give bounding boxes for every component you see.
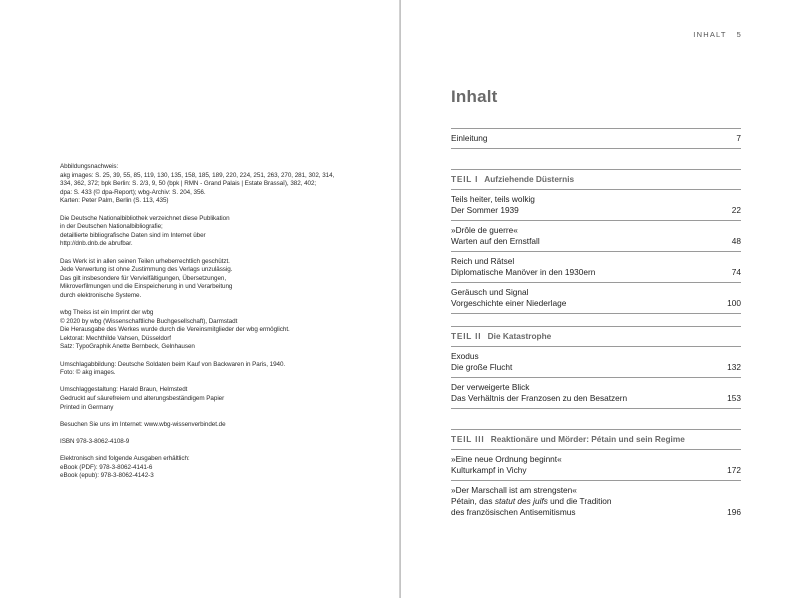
image-credits-block bbox=[60, 163, 360, 206]
chapter-title: Reich und Rätsel bbox=[451, 256, 515, 266]
imprint-line: Gedruckt auf säurefreiem und alterungsbeständigem Papier bbox=[60, 395, 225, 403]
imprint-line: ISBN 978-3-8062-4108-9 bbox=[60, 438, 130, 445]
chapter-subtitle: Der Sommer 1939 bbox=[451, 205, 519, 215]
imprint-line: Die Herausgabe des Werkes wurde durch die Vereinsmitglieder der wbg ermöglicht. bbox=[60, 326, 290, 334]
imprint-line: dpa: S. 433 (© dpa-Report); wbg-Archiv: S. 204, 356. bbox=[60, 188, 206, 196]
imprint-line: wbg Theiss ist ein Imprint der wbg bbox=[60, 309, 154, 317]
imprint-line: Elektronisch sind folgende Ausgaben erhältlich: bbox=[60, 455, 190, 463]
entry-page-number: 100 bbox=[727, 298, 741, 308]
imprint-line: Abbildungsnachweis: bbox=[60, 163, 119, 170]
imprint bbox=[60, 163, 360, 490]
part-number: TEIL II bbox=[451, 331, 482, 341]
imprint-line: eBook (PDF): 978-3-8062-4141-6 bbox=[60, 463, 153, 471]
part-heading bbox=[451, 430, 741, 449]
part-title: Reaktionäre und Mörder: Pétain und sein Regime bbox=[490, 434, 685, 444]
entry-title: Einleitung bbox=[451, 133, 488, 143]
toc-entry-chapter[interactable] bbox=[451, 378, 741, 408]
entry-page-number: 196 bbox=[727, 507, 741, 517]
chapter-title: Der verweigerte Blick bbox=[451, 382, 530, 392]
part-title: Die Katastrophe bbox=[487, 331, 552, 341]
imprint-line: © 2020 by wbg (Wissenschaftliche Buchgesellschaft), Darmstadt bbox=[60, 317, 238, 325]
table-of-contents bbox=[451, 128, 741, 522]
chapter-title: Exodus bbox=[451, 351, 479, 361]
chapter-subtitle bbox=[451, 496, 741, 507]
imprint-line: Mikroverfilmungen und die Einspeicherung in und Verarbeitung bbox=[60, 283, 233, 291]
entry-page-number: 22 bbox=[731, 205, 741, 215]
chapter-subtitle: Kulturkampf in Vichy bbox=[451, 465, 527, 475]
imprint-line: Besuchen Sie uns im Internet: www.wbg-wissenverbindet.de bbox=[60, 420, 226, 428]
toc-entry-chapter[interactable] bbox=[451, 190, 741, 220]
part-number: TEIL I bbox=[451, 174, 479, 184]
toc-entry-chapter[interactable] bbox=[451, 283, 741, 313]
imprint-line: akg images: S. 25, 39, 55, 85, 119, 130, 135, 158, 185, 189, 220, 224, 251, 263, 270, 281, 302, 314, bbox=[60, 171, 335, 179]
part-heading bbox=[451, 170, 741, 189]
chapter-subtitle: Die große Flucht bbox=[451, 362, 513, 372]
toc-entry-chapter[interactable] bbox=[451, 481, 741, 522]
chapter-title: »Drôle de guerre« bbox=[451, 225, 518, 235]
chapter-subtitle: Vorgeschichte einer Niederlage bbox=[451, 298, 567, 308]
chapter-subtitle: Diplomatische Manöver in den 1930ern bbox=[451, 267, 596, 277]
dnb-notice-block bbox=[60, 215, 360, 249]
chapter-title: Teils heiter, teils wolkig bbox=[451, 194, 535, 204]
chapter-title: »Eine neue Ordnung beginnt« bbox=[451, 454, 562, 464]
part-title: Aufziehende Düsternis bbox=[484, 174, 575, 184]
imprint-line: Foto: © akg images. bbox=[60, 369, 116, 377]
entry-page-number: 48 bbox=[731, 236, 741, 246]
subtitle-part: und die Tradition bbox=[547, 496, 612, 506]
toc-entry-chapter[interactable] bbox=[451, 450, 741, 480]
imprint-line: Umschlaggestaltung: Harald Braun, Helmstedt bbox=[60, 386, 188, 394]
entry-page-number: 74 bbox=[731, 267, 741, 277]
imprint-line: durch elektronische Systeme. bbox=[60, 291, 142, 299]
entry-page-number: 7 bbox=[736, 133, 741, 143]
toc-title: Inhalt bbox=[451, 87, 498, 106]
isbn-block bbox=[60, 438, 360, 447]
imprint-line: Die Deutsche Nationalbibliothek verzeichnet diese Publikation bbox=[60, 214, 230, 222]
chapter-title: Geräusch und Signal bbox=[451, 287, 529, 297]
imprint-line: in der Deutschen Nationalbibliografie; bbox=[60, 223, 163, 231]
running-head-page-number: 5 bbox=[736, 30, 742, 39]
imprint-line: 334, 362, 372; bpk Berlin: S. 2/3, 9, 50 (bpk | RMN - Grand Palais | Estate Brassaï), 382, 402; bbox=[60, 180, 317, 188]
imprint-line: Karten: Peter Palm, Berlin (S. 113, 435) bbox=[60, 197, 169, 205]
imprint-line: Das gilt insbesondere für Vervielfältigungen, Übersetzungen, bbox=[60, 274, 227, 282]
chapter-title: »Der Marschall ist am strengsten« bbox=[451, 485, 577, 495]
chapter-subtitle-continued: des französischen Antisemitismus bbox=[451, 507, 576, 517]
right-page bbox=[401, 0, 800, 598]
part-heading bbox=[451, 327, 741, 346]
toc-entry-chapter[interactable] bbox=[451, 252, 741, 282]
imprint-line: http://dnb.dnb.de abrufbar. bbox=[60, 240, 133, 248]
imprint-line: Das Werk ist in allen seinen Teilen urheberrechtlich geschützt. bbox=[60, 257, 230, 265]
subtitle-part: Pétain, das bbox=[451, 496, 495, 506]
subtitle-italic-term: statut des juifs bbox=[494, 496, 548, 506]
imprint-line: Lektorat: Mechthilde Vahsen, Düsseldorf bbox=[60, 334, 171, 342]
copyright-notice-block bbox=[60, 258, 360, 301]
entry-page-number: 172 bbox=[727, 465, 741, 475]
part-number: TEIL III bbox=[451, 434, 485, 444]
entry-page-number: 132 bbox=[727, 362, 741, 372]
toc-entry-chapter[interactable] bbox=[451, 221, 741, 251]
imprint-line: Printed in Germany bbox=[60, 403, 114, 411]
chapter-subtitle: Das Verhältnis der Franzosen zu den Besatzern bbox=[451, 393, 628, 403]
imprint-line: Satz: TypoGraphik Anette Bernbeck, Gelnhausen bbox=[60, 343, 195, 351]
toc-entry-introduction[interactable] bbox=[451, 129, 741, 148]
imprint-line: Umschlagabbildung: Deutsche Soldaten beim Kauf von Backwaren in Paris, 1940. bbox=[60, 360, 286, 368]
entry-page-number: 153 bbox=[727, 393, 741, 403]
running-head-title: INHALT bbox=[693, 30, 727, 39]
ebook-editions-block bbox=[60, 455, 360, 481]
running-head bbox=[693, 30, 742, 39]
imprint-line: Jede Verwertung ist ohne Zustimmung des Verlags unzulässig. bbox=[60, 266, 233, 274]
cover-design-block bbox=[60, 386, 360, 412]
chapter-subtitle: Warten auf den Ernstfall bbox=[451, 236, 540, 246]
imprint-line: detaillierte bibliografische Daten sind im Internet über bbox=[60, 231, 206, 239]
publisher-block bbox=[60, 309, 360, 352]
website-block bbox=[60, 421, 360, 430]
cover-image-block bbox=[60, 361, 360, 378]
toc-entry-chapter[interactable] bbox=[451, 347, 741, 377]
imprint-line: eBook (epub): 978-3-8062-4142-3 bbox=[60, 472, 154, 480]
